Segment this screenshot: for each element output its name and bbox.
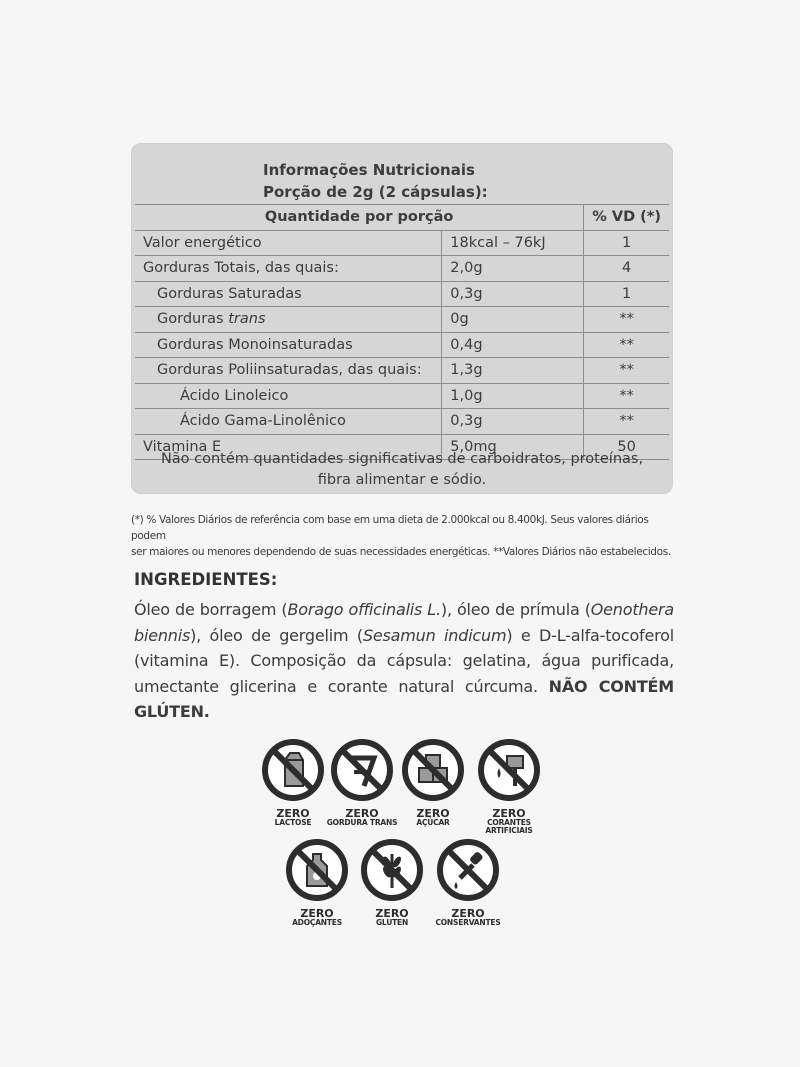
paint-brush-icon [477, 738, 541, 802]
row-qty: 2,0g [442, 256, 584, 282]
row-vd: ** [584, 307, 669, 333]
badge-sub-label: LACTOSE [274, 818, 312, 827]
nutrition-note [131, 449, 673, 491]
row-qty: 1,3g [442, 358, 584, 384]
table-header-row [135, 205, 669, 231]
row-qty: 1,0g [442, 383, 584, 409]
row-label-emphasis: trans [228, 311, 266, 328]
row-label: Gorduras Poliinsaturadas, das quais: [135, 358, 442, 384]
badge-zero-sugar [394, 738, 472, 827]
table-row [135, 332, 669, 358]
row-qty: 0,4g [442, 332, 584, 358]
row-label: Gorduras Saturadas [135, 281, 442, 307]
row-vd: 50 [584, 434, 669, 460]
badge-zero-label: ZERO [492, 807, 526, 820]
table-row [135, 307, 669, 333]
badge-zero-label: ZERO [345, 807, 379, 820]
ingredients-title: INGREDIENTES: [134, 570, 278, 589]
sugar-cubes-icon [401, 738, 465, 802]
table-row [135, 230, 669, 256]
table-row [135, 281, 669, 307]
nutrition-portion: Porção de 2g (2 cápsulas): [263, 183, 488, 201]
row-label: Gorduras Totais, das quais: [135, 256, 442, 282]
badge-sub-label: CONSERVANTES [435, 918, 501, 927]
footnote-line: (*) % Valores Diários de referência com base em uma dieta de 2.000kcal ou 8.400kJ. Seus valores diários podem [131, 514, 649, 542]
table-row [135, 409, 669, 435]
milk-carton-icon [261, 738, 325, 802]
row-vd: 1 [584, 281, 669, 307]
sweetener-bottle-icon [285, 838, 349, 902]
row-label: Ácido Gama-Linolênico [135, 409, 442, 435]
gluten-free-statement: NÃO CONTÉM GLÚTEN. [134, 676, 674, 721]
wheat-icon [360, 838, 424, 902]
row-vd: ** [584, 409, 669, 435]
row-qty: 0,3g [442, 409, 584, 435]
badge-zero-artificial-colors [467, 738, 551, 835]
badge-zero-sweeteners [278, 838, 356, 927]
header-quantity: Quantidade por porção [135, 205, 584, 231]
badge-sub-label: GORDURA TRANS [326, 818, 398, 827]
badge-zero-label: ZERO [375, 907, 409, 920]
trans-fat-icon [330, 738, 394, 802]
badge-sub-label: CORANTES [487, 818, 531, 827]
row-label: Valor energético [135, 230, 442, 256]
row-vd: ** [584, 358, 669, 384]
ingredients-part: ), óleo de prímula ( [440, 600, 591, 619]
badge-zero-label: ZERO [276, 807, 310, 820]
dropper-icon [436, 838, 500, 902]
row-label: Ácido Linoleico [135, 383, 442, 409]
row-vd: 4 [584, 256, 669, 282]
nutrition-title: Informações Nutricionais [263, 161, 475, 179]
nutrition-note-line: fibra alimentar e sódio. [317, 472, 487, 488]
ingredients-species: Oenothera biennis [134, 600, 674, 645]
badge-zero-label: ZERO [451, 907, 485, 920]
row-qty: 18kcal – 76kJ [442, 230, 584, 256]
ingredients-species: Sesamun indicum [362, 625, 507, 645]
ingredients-part: ), óleo de gergelim ( [190, 625, 363, 645]
badge-zero-label: ZERO [300, 907, 334, 920]
table-row [135, 383, 669, 409]
footnote-line: ser maiores ou menores dependendo de suas necessidades energéticas. **Valores Diários não estabelecidos. [131, 546, 671, 558]
row-vd: ** [584, 332, 669, 358]
row-qty: 0g [442, 307, 584, 333]
badge-sub-label: AÇÚCAR [416, 818, 450, 827]
badge-sub-label-2: ARTIFICIAIS [485, 826, 533, 835]
badge-sub-label: GLUTEN [375, 918, 409, 927]
header-vd: % VD (*) [584, 205, 669, 231]
row-label-prefix: Gorduras [157, 311, 229, 328]
row-qty: 5,0mg [442, 434, 584, 460]
badge-zero-gluten [353, 838, 431, 927]
badge-zero-label: ZERO [416, 807, 450, 820]
row-label: Gorduras Monoinsaturadas [135, 332, 442, 358]
row-vd: ** [584, 383, 669, 409]
table-row [135, 358, 669, 384]
ingredients-part: Óleo de borragem ( [134, 600, 288, 619]
nutrition-facts-card [131, 143, 673, 494]
row-label [135, 307, 442, 333]
footnote [131, 512, 676, 560]
ingredients-species: Borago officinalis L. [287, 600, 441, 619]
badge-zero-preservatives [425, 838, 511, 927]
ingredients-part: ) e D-L-alfa-tocoferol (vitamina E). Composição da cápsula: gelatina, água purificada, umectante glicerina e corante natural cúrcuma. [134, 625, 674, 696]
nutrition-note-line: Não contém quantidades significativas de carboidratos, proteínas, [160, 451, 644, 467]
ingredients-text [134, 597, 674, 725]
row-vd: 1 [584, 230, 669, 256]
badge-sub-label: ADOÇANTES [292, 918, 342, 927]
row-qty: 0,3g [442, 281, 584, 307]
nutrition-table [135, 204, 669, 460]
row-label: Vitamina E [135, 434, 442, 460]
table-row [135, 256, 669, 282]
nutrition-header [263, 159, 488, 203]
